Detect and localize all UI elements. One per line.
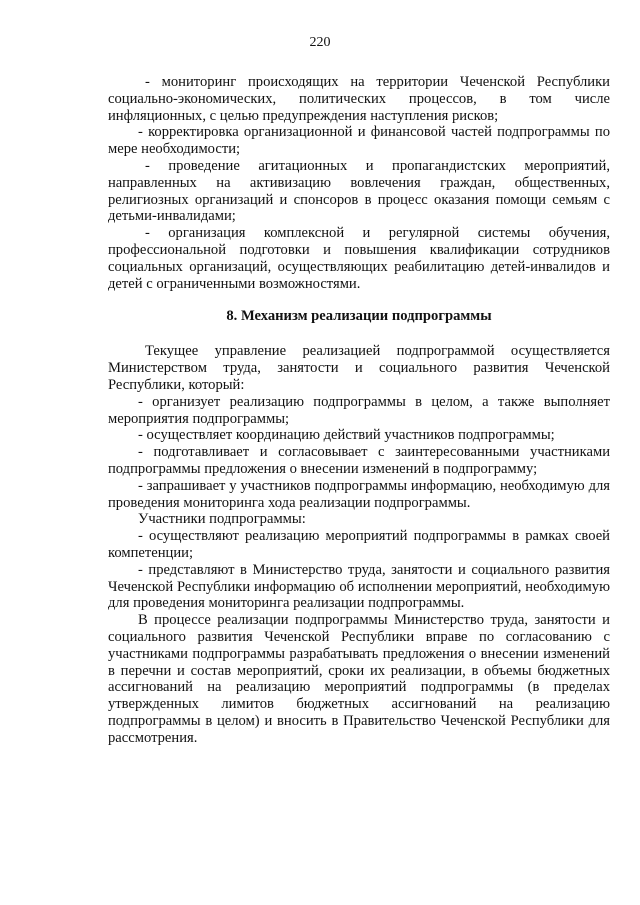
page-number: 220 (309, 35, 331, 50)
ministry-duties-list (108, 394, 610, 512)
participant-duties-list (108, 528, 610, 612)
closing-paragraph: В процессе реализации подпрограммы Министерство труда, занятости и социального развития Чеченской Республики вправе по согласованию с участниками подпрограммы разрабатывать предложения о внесении изменений в перечни и состав мероприятий, сроки их реализации, в объемы бюджетных ассигнований на реализацию мероприятий подпрограммы (в пределах утвержденных лимитов бюджетных ассигнований на реализацию подпрограммы в целом) и вносить в Правительство Чеченской Республики для рассмотрения. (108, 612, 610, 746)
document-body (108, 74, 610, 746)
risk-measures-list (108, 74, 610, 292)
list-item: - осуществляют реализацию мероприятий подпрограммы в рамках своей компетенции; (108, 528, 610, 561)
list-item: - корректировка организационной и финансовой частей подпрограммы по мере необходимости; (108, 124, 610, 158)
section-heading: 8. Механизм реализации подпрограммы (226, 308, 492, 325)
list-item: - осуществляет координацию действий участников подпрограммы; (138, 427, 555, 444)
list-item: - организация комплексной и регулярной системы обучения, профессиональной подготовки и повышения квалификации сотрудников социальных организаций, осуществляющих реабилитацию детей-инвалидов и детей с ограниченными возможностями. (108, 225, 610, 292)
list-item: - запрашивает у участников подпрограммы информацию, необходимую для проведения мониторинга хода реализации подпрограммы. (108, 477, 610, 511)
list-item: - мониторинг происходящих на территории Чеченской Республики социально-экономических, политических процессов, в том числе инфляционных, с целью предупреждения наступления рисков; (108, 74, 610, 124)
list-item: - организует реализацию подпрограммы в целом, а также выполняет мероприятия подпрограммы; (108, 393, 610, 427)
list-item: - проведение агитационных и пропагандистских мероприятий, направленных на активизацию вовлечения граждан, общественных, религиозных организаций и спонсоров в процесс оказания помощи семьям с детьми-инвалидами; (108, 157, 610, 225)
list-item: - подготавливает и согласовывает с заинтересованными участниками подпрограммы предложения о внесении изменений в подпрограмму; (108, 444, 610, 477)
intro-paragraph: Текущее управление реализацией подпрограммой осуществляется Министерством труда, занятости и социального развития Чеченской Республики, который: (108, 343, 610, 393)
participants-label: Участники подпрограммы: (138, 511, 306, 528)
list-item: - представляют в Министерство труда, занятости и социального развития Чеченской Республики информацию об исполнении мероприятий, необходимую для проведения мониторинга реализации подпрограммы. (108, 561, 610, 612)
